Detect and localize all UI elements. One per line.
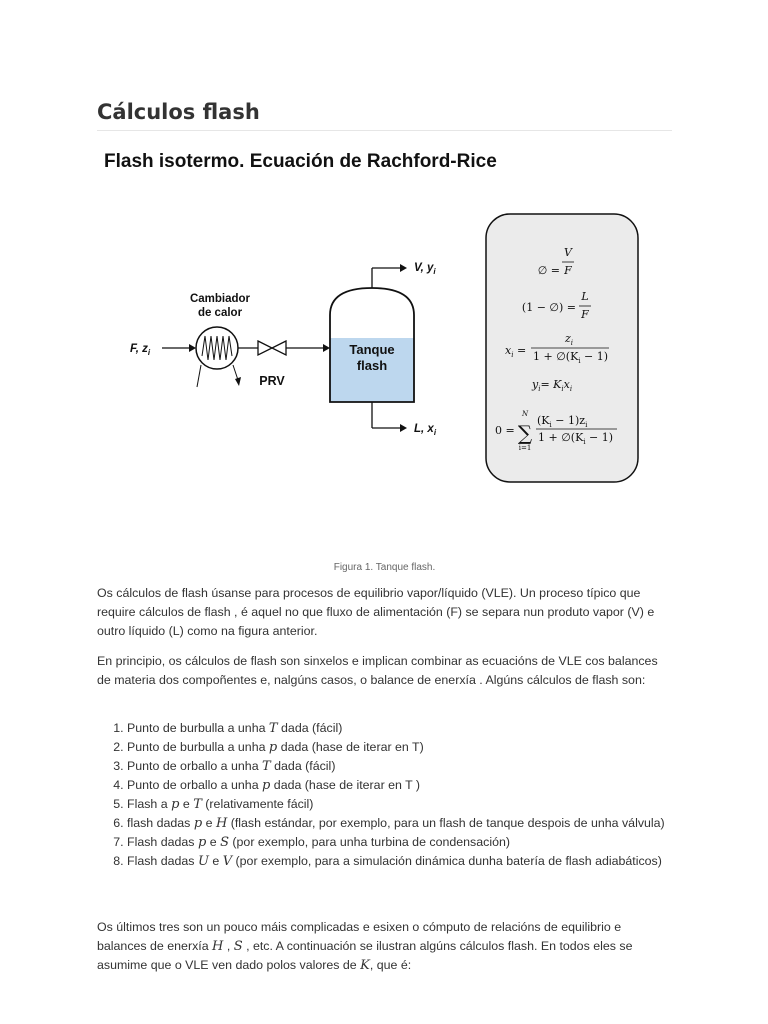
eq1-denominator: F (564, 264, 572, 277)
eq5-sum-lower: i=1 (518, 444, 532, 452)
eq2-denominator: F (581, 308, 589, 321)
heat-exchanger-icon (196, 327, 238, 369)
exchanger-outlet-line (233, 365, 238, 380)
list-item: 7. Flash dadas p e S (por exemplo, para unha turbina de condensación) (127, 833, 687, 852)
eq3-denominator: $1 + \emptyset(K_i - 1)$ (533, 350, 609, 365)
paragraph-3: Os últimos tres son un pouco máis complicadas e esixen o cómputo de relacións de equilibrio e balances de enerxía H , S , etc. A continuación se ilustran algúns cálculos flash. En todos eles se asumime que o VLE ven dado polos valores de K, que é: (97, 920, 633, 973)
tank-label-1: Tanque (349, 342, 395, 357)
flash-tank-diagram (97, 140, 672, 560)
exchanger-inlet-line (197, 365, 201, 387)
list-item: 5. Flash a p e T (relativamente fácil) (127, 795, 687, 814)
vapor-label: V, $y_i$ (414, 262, 436, 276)
eq2-numerator: L (581, 290, 589, 303)
list-item: 2. Punto de burbulla a unha p dada (hase de iterar en T) (127, 738, 687, 757)
exchanger-outlet-arrow (235, 377, 241, 386)
eq2-lhs: (1 − ∅) = (521, 301, 576, 314)
eq5-sum-upper: N (521, 410, 529, 418)
figure-caption: Figura 1. Tanque flash. (333, 562, 436, 573)
liquid-outlet-arrow (400, 424, 407, 432)
list-item: 4. Punto de orballo a unha p dada (hase de iterar en T ) (127, 776, 687, 795)
eq5-lhs: 0 = (495, 424, 515, 437)
feed-label: F, $z_i$ (130, 343, 151, 357)
liquid-label: L, $x_i$ (414, 423, 437, 437)
eq1-lhs: ∅ = (537, 264, 560, 277)
eq5-sum-sign: ∑ (517, 421, 533, 445)
eq3-lhs: $x_i$ = (505, 344, 527, 359)
list-item: 6. flash dadas p e H (flash estándar, por exemplo, para un flash de tanque despois de unha válvula) (127, 814, 687, 833)
eq4: $y_i= K_ix_i$ (532, 378, 573, 393)
eq5-numerator: $(K_i - 1)z_i$ (537, 414, 588, 429)
list-item: 1. Punto de burbulla a unha T dada (fácil) (127, 719, 687, 738)
heat-exchanger-label-1: Cambiador (189, 293, 251, 305)
flash-calculations-list (97, 719, 687, 871)
figure-heading: Flash isotermo. Ecuación de Rachford-Rice (104, 151, 497, 172)
eq3-numerator: $z_i$ (564, 332, 574, 347)
feed-arrow (189, 344, 196, 352)
title-divider (97, 130, 672, 131)
valve-to-tank-arrow (323, 344, 330, 352)
page-title: Cálculos flash (97, 100, 260, 124)
vapor-outlet-arrow (400, 264, 407, 272)
tank-label-2: flash (356, 358, 388, 373)
eq1-numerator: V (564, 246, 572, 259)
paragraph-1: Os cálculos de flash úsanse para procesos de equilibrio vapor/líquido (VLE). Un proceso típico que require cálculos de flash , é aquel no que fluxo de alimentación (F) se separa nun produto vapor (V) e outro líquido (L) como na figura anterior. (97, 586, 655, 638)
prv-label: PRV (259, 374, 285, 388)
paragraph-2: En principio, os cálculos de flash son sinxelos e implican combinar as ecuacións de VLE cos balances de materia dos compoñentes e, nalgúns casos, o balance de enerxía . Algúns cálculos de flash son: (97, 654, 658, 687)
eq5-denominator: $1 + \emptyset(K_i - 1)$ (538, 431, 614, 446)
list-item: 3. Punto de orballo a unha T dada (fácil) (127, 757, 687, 776)
prv-valve-left (258, 341, 272, 355)
heat-exchanger-label-2: de calor (197, 307, 243, 319)
flash-tank-figure (97, 140, 672, 560)
prv-valve-right (272, 341, 286, 355)
list-item: 8. Flash dadas U e V (por exemplo, para a simulación dinámica dunha batería de flash adiabáticos) (127, 852, 687, 871)
